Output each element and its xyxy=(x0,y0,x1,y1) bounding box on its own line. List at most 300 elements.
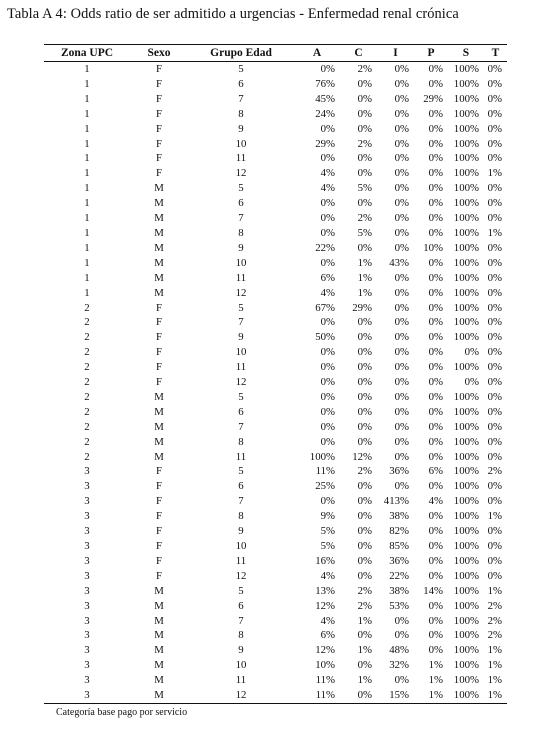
cell-a: 13% xyxy=(315,584,335,597)
cell-sexo: F xyxy=(155,77,162,90)
cell-a: 4% xyxy=(320,614,335,627)
cell-i: 82% xyxy=(389,525,409,538)
cell-sexo: F xyxy=(155,495,162,508)
table-row xyxy=(44,375,507,390)
table-row xyxy=(44,614,507,629)
cell-a: 67% xyxy=(315,301,335,314)
cell-zona-upc: 1 xyxy=(84,107,90,120)
cell-zona-upc: 1 xyxy=(84,152,90,165)
cell-zona-upc: 2 xyxy=(84,450,90,463)
cell-c: 2% xyxy=(357,599,372,612)
cell-p: 0% xyxy=(428,77,443,90)
cell-sexo: M xyxy=(154,197,164,210)
cell-c: 0% xyxy=(357,346,372,359)
cell-c: 0% xyxy=(357,390,372,403)
cell-zona-upc: 2 xyxy=(84,361,90,374)
cell-grupo-edad: 8 xyxy=(238,226,244,239)
cell-t: 0% xyxy=(487,137,502,150)
cell-c: 2% xyxy=(357,137,372,150)
cell-s: 100% xyxy=(453,301,479,314)
cell-p: 0% xyxy=(428,480,443,493)
cell-p: 0% xyxy=(428,435,443,448)
cell-zona-upc: 3 xyxy=(84,540,90,552)
cell-c: 29% xyxy=(352,301,372,314)
cell-i: 0% xyxy=(394,346,409,359)
cell-s: 100% xyxy=(453,599,479,612)
table-row xyxy=(44,211,507,226)
cell-c: 0% xyxy=(357,152,372,165)
cell-p: 0% xyxy=(428,525,443,538)
cell-zona-upc: 3 xyxy=(84,674,90,687)
cell-sexo: M xyxy=(154,286,164,299)
cell-zona-upc: 1 xyxy=(84,256,90,269)
cell-i: 0% xyxy=(394,376,409,389)
cell-s: 100% xyxy=(453,659,479,672)
cell-t: 0% xyxy=(487,256,502,269)
cell-c: 0% xyxy=(357,629,372,642)
cell-a: 0% xyxy=(320,197,335,210)
cell-p: 0% xyxy=(428,316,443,329)
cell-i: 0% xyxy=(394,405,409,418)
cell-zona-upc: 1 xyxy=(84,77,90,90)
cell-s: 100% xyxy=(453,450,479,463)
cell-p: 0% xyxy=(428,614,443,627)
cell-t: 1% xyxy=(487,584,502,597)
cell-i: 0% xyxy=(394,271,409,284)
cell-i: 0% xyxy=(394,122,409,135)
cell-sexo: M xyxy=(154,435,164,448)
cell-a: 0% xyxy=(320,435,335,448)
cell-zona-upc: 1 xyxy=(84,92,90,105)
table-row xyxy=(44,77,507,92)
cell-s: 100% xyxy=(453,435,479,448)
cell-a: 0% xyxy=(320,376,335,389)
cell-a: 10% xyxy=(315,659,335,672)
cell-p: 0% xyxy=(428,510,443,523)
cell-a: 9% xyxy=(320,510,335,523)
cell-s: 100% xyxy=(453,584,479,597)
cell-i: 43% xyxy=(389,256,409,269)
table-row xyxy=(44,420,507,435)
cell-a: 0% xyxy=(320,122,335,135)
cell-p: 0% xyxy=(428,226,443,239)
cell-t: 1% xyxy=(487,167,502,180)
cell-zona-upc: 2 xyxy=(84,316,90,329)
cell-grupo-edad: 8 xyxy=(238,107,244,120)
cell-t: 0% xyxy=(487,376,502,389)
cell-t: 1% xyxy=(487,659,502,672)
cell-a: 4% xyxy=(320,182,335,195)
cell-i: 0% xyxy=(394,435,409,448)
odds-ratio-table xyxy=(44,44,507,704)
cell-sexo: M xyxy=(154,659,164,672)
cell-c: 1% xyxy=(357,674,372,687)
cell-s: 100% xyxy=(453,107,479,120)
table-row xyxy=(44,107,507,122)
cell-t: 0% xyxy=(487,420,502,433)
cell-s: 100% xyxy=(453,390,479,403)
cell-i: 53% xyxy=(389,599,409,612)
cell-t: 0% xyxy=(487,77,502,90)
cell-sexo: F xyxy=(155,301,162,314)
cell-p: 1% xyxy=(428,674,443,687)
cell-i: 0% xyxy=(394,92,409,105)
cell-grupo-edad: 11 xyxy=(235,271,247,284)
cell-t: 2% xyxy=(487,599,502,612)
cell-sexo: M xyxy=(154,450,164,463)
cell-c: 2% xyxy=(357,465,372,478)
table-row xyxy=(44,539,507,554)
cell-grupo-edad: 9 xyxy=(238,122,244,135)
cell-t: 0% xyxy=(487,480,502,493)
cell-zona-upc: 3 xyxy=(84,569,90,582)
cell-sexo: F xyxy=(155,316,162,329)
table-caption: Tabla A 4: Odds ratio de ser admitido a urgencias - Enfermedad renal crónica xyxy=(7,6,459,22)
cell-i: 0% xyxy=(394,286,409,299)
cell-t: 1% xyxy=(487,644,502,657)
cell-zona-upc: 3 xyxy=(84,599,90,612)
cell-t: 2% xyxy=(487,465,502,478)
cell-i: 0% xyxy=(394,420,409,433)
cell-i: 0% xyxy=(394,316,409,329)
cell-p: 0% xyxy=(428,331,443,344)
table-row xyxy=(44,315,507,330)
cell-i: 0% xyxy=(394,107,409,120)
cell-c: 0% xyxy=(357,331,372,344)
cell-i: 0% xyxy=(394,152,409,165)
cell-sexo: F xyxy=(155,346,162,359)
cell-grupo-edad: 12 xyxy=(235,569,247,582)
cell-s: 100% xyxy=(453,405,479,418)
cell-p: 0% xyxy=(428,286,443,299)
cell-s: 100% xyxy=(453,614,479,627)
cell-c: 0% xyxy=(357,495,372,508)
cell-grupo-edad: 5 xyxy=(238,182,244,195)
cell-p: 0% xyxy=(428,256,443,269)
cell-zona-upc: 1 xyxy=(84,182,90,195)
table-header xyxy=(44,45,507,62)
cell-c: 5% xyxy=(357,182,372,195)
cell-i: 0% xyxy=(394,241,409,254)
cell-a: 24% xyxy=(315,107,335,120)
cell-p: 0% xyxy=(428,644,443,657)
cell-c: 0% xyxy=(357,525,372,538)
cell-t: 0% xyxy=(487,241,502,254)
col-header-t: T xyxy=(491,47,500,59)
cell-p: 29% xyxy=(423,92,443,105)
cell-i: 0% xyxy=(394,450,409,463)
cell-a: 5% xyxy=(320,540,335,552)
cell-grupo-edad: 6 xyxy=(238,405,244,418)
cell-sexo: M xyxy=(154,405,164,418)
cell-t: 0% xyxy=(487,107,502,120)
cell-s: 0% xyxy=(464,376,479,389)
cell-grupo-edad: 8 xyxy=(238,435,244,448)
cell-zona-upc: 3 xyxy=(84,510,90,523)
cell-zona-upc: 1 xyxy=(84,212,90,225)
cell-sexo: M xyxy=(154,674,164,687)
cell-s: 100% xyxy=(453,226,479,239)
cell-t: 0% xyxy=(487,525,502,538)
table-row xyxy=(44,628,507,643)
col-header-s: S xyxy=(462,47,470,59)
cell-sexo: M xyxy=(154,599,164,612)
cell-grupo-edad: 5 xyxy=(238,63,244,75)
cell-i: 0% xyxy=(394,629,409,642)
cell-t: 0% xyxy=(487,435,502,448)
cell-zona-upc: 3 xyxy=(84,465,90,478)
cell-zona-upc: 1 xyxy=(84,271,90,284)
table-row xyxy=(44,137,507,152)
cell-i: 22% xyxy=(389,569,409,582)
cell-a: 12% xyxy=(315,599,335,612)
cell-zona-upc: 1 xyxy=(84,286,90,299)
cell-t: 0% xyxy=(487,495,502,508)
cell-sexo: M xyxy=(154,241,164,254)
cell-s: 0% xyxy=(464,346,479,359)
cell-sexo: F xyxy=(155,465,162,478)
cell-grupo-edad: 7 xyxy=(238,614,244,627)
cell-i: 0% xyxy=(394,390,409,403)
cell-a: 11% xyxy=(315,689,335,702)
table-row xyxy=(44,494,507,509)
cell-grupo-edad: 5 xyxy=(238,465,244,478)
cell-grupo-edad: 6 xyxy=(238,197,244,210)
table-row xyxy=(44,599,507,614)
cell-p: 4% xyxy=(428,495,443,508)
cell-c: 0% xyxy=(357,689,372,702)
cell-sexo: F xyxy=(155,540,162,552)
cell-grupo-edad: 9 xyxy=(238,331,244,344)
cell-a: 100% xyxy=(309,450,335,463)
cell-s: 100% xyxy=(453,63,479,75)
cell-t: 1% xyxy=(487,689,502,702)
cell-s: 100% xyxy=(453,197,479,210)
cell-i: 36% xyxy=(389,465,409,478)
cell-p: 0% xyxy=(428,152,443,165)
cell-grupo-edad: 11 xyxy=(235,554,247,567)
cell-t: 0% xyxy=(487,450,502,463)
cell-t: 0% xyxy=(487,212,502,225)
cell-zona-upc: 1 xyxy=(84,167,90,180)
cell-c: 2% xyxy=(357,584,372,597)
cell-s: 100% xyxy=(453,182,479,195)
cell-s: 100% xyxy=(453,510,479,523)
cell-grupo-edad: 9 xyxy=(238,644,244,657)
cell-i: 15% xyxy=(389,689,409,702)
cell-s: 100% xyxy=(453,212,479,225)
cell-a: 6% xyxy=(320,629,335,642)
cell-grupo-edad: 11 xyxy=(235,450,247,463)
cell-a: 6% xyxy=(320,271,335,284)
table-row xyxy=(44,271,507,286)
cell-sexo: F xyxy=(155,361,162,374)
cell-zona-upc: 1 xyxy=(84,137,90,150)
cell-a: 0% xyxy=(320,405,335,418)
cell-p: 0% xyxy=(428,405,443,418)
cell-i: 48% xyxy=(389,644,409,657)
cell-s: 100% xyxy=(453,77,479,90)
cell-c: 1% xyxy=(357,286,372,299)
cell-t: 0% xyxy=(487,301,502,314)
cell-i: 0% xyxy=(394,137,409,150)
cell-t: 0% xyxy=(487,286,502,299)
cell-a: 5% xyxy=(320,525,335,538)
cell-c: 1% xyxy=(357,614,372,627)
cell-a: 11% xyxy=(315,465,335,478)
cell-zona-upc: 1 xyxy=(84,226,90,239)
cell-a: 22% xyxy=(315,241,335,254)
cell-sexo: F xyxy=(155,63,162,75)
cell-sexo: M xyxy=(154,420,164,433)
cell-c: 2% xyxy=(357,63,372,75)
header-row xyxy=(44,45,507,62)
cell-sexo: F xyxy=(155,554,162,567)
cell-sexo: F xyxy=(155,152,162,165)
cell-t: 1% xyxy=(487,674,502,687)
cell-p: 1% xyxy=(428,659,443,672)
table-row xyxy=(44,569,507,584)
cell-p: 0% xyxy=(428,137,443,150)
cell-s: 100% xyxy=(453,331,479,344)
cell-c: 0% xyxy=(357,92,372,105)
cell-a: 4% xyxy=(320,167,335,180)
cell-a: 16% xyxy=(315,554,335,567)
cell-t: 0% xyxy=(487,182,502,195)
cell-zona-upc: 3 xyxy=(84,554,90,567)
cell-c: 0% xyxy=(357,122,372,135)
cell-a: 0% xyxy=(320,212,335,225)
cell-a: 0% xyxy=(320,226,335,239)
cell-zona-upc: 1 xyxy=(84,241,90,254)
cell-p: 0% xyxy=(428,540,443,552)
cell-p: 0% xyxy=(428,390,443,403)
table-row xyxy=(44,196,507,211)
cell-p: 6% xyxy=(428,465,443,478)
cell-s: 100% xyxy=(453,92,479,105)
table-row xyxy=(44,151,507,166)
table-row xyxy=(44,524,507,539)
table-row xyxy=(44,360,507,375)
cell-sexo: M xyxy=(154,584,164,597)
cell-zona-upc: 2 xyxy=(84,435,90,448)
cell-grupo-edad: 12 xyxy=(235,689,247,702)
cell-sexo: M xyxy=(154,226,164,239)
cell-c: 0% xyxy=(357,659,372,672)
cell-zona-upc: 2 xyxy=(84,346,90,359)
cell-grupo-edad: 10 xyxy=(235,256,247,269)
cell-c: 0% xyxy=(357,197,372,210)
cell-grupo-edad: 5 xyxy=(238,584,244,597)
cell-s: 100% xyxy=(453,137,479,150)
table-row xyxy=(44,256,507,271)
cell-grupo-edad: 8 xyxy=(238,510,244,523)
col-header-zona-upc: Zona UPC xyxy=(60,47,114,59)
cell-sexo: M xyxy=(154,212,164,225)
cell-i: 0% xyxy=(394,614,409,627)
cell-zona-upc: 3 xyxy=(84,614,90,627)
cell-t: 0% xyxy=(487,197,502,210)
cell-p: 1% xyxy=(428,689,443,702)
cell-a: 45% xyxy=(315,92,335,105)
cell-i: 0% xyxy=(394,77,409,90)
cell-c: 1% xyxy=(357,271,372,284)
cell-grupo-edad: 6 xyxy=(238,599,244,612)
table-row xyxy=(44,688,507,703)
cell-c: 12% xyxy=(352,450,372,463)
cell-sexo: M xyxy=(154,182,164,195)
cell-a: 4% xyxy=(320,569,335,582)
cell-c: 5% xyxy=(357,226,372,239)
cell-s: 100% xyxy=(453,689,479,702)
cell-sexo: F xyxy=(155,569,162,582)
cell-i: 0% xyxy=(394,167,409,180)
cell-s: 100% xyxy=(453,644,479,657)
table-row xyxy=(44,241,507,256)
table-row xyxy=(44,554,507,569)
cell-grupo-edad: 11 xyxy=(235,361,247,374)
cell-s: 100% xyxy=(453,167,479,180)
cell-s: 100% xyxy=(453,286,479,299)
cell-i: 0% xyxy=(394,212,409,225)
cell-p: 0% xyxy=(428,197,443,210)
cell-a: 0% xyxy=(320,420,335,433)
cell-c: 0% xyxy=(357,316,372,329)
table-row xyxy=(44,584,507,599)
cell-i: 0% xyxy=(394,63,409,75)
cell-grupo-edad: 11 xyxy=(235,152,247,165)
cell-i: 0% xyxy=(394,301,409,314)
cell-a: 0% xyxy=(320,63,335,75)
table-footnote: Categoría base pago por servicio xyxy=(56,707,188,718)
cell-s: 100% xyxy=(453,525,479,538)
table-body xyxy=(44,62,507,704)
cell-a: 11% xyxy=(315,674,335,687)
cell-c: 0% xyxy=(357,405,372,418)
cell-grupo-edad: 12 xyxy=(235,167,247,180)
cell-t: 0% xyxy=(487,122,502,135)
cell-c: 0% xyxy=(357,435,372,448)
table-row xyxy=(44,405,507,420)
cell-c: 0% xyxy=(357,107,372,120)
cell-p: 0% xyxy=(428,346,443,359)
cell-grupo-edad: 5 xyxy=(238,301,244,314)
cell-t: 0% xyxy=(487,331,502,344)
cell-grupo-edad: 11 xyxy=(235,674,247,687)
cell-i: 0% xyxy=(394,331,409,344)
cell-grupo-edad: 10 xyxy=(235,137,247,150)
col-header-a: A xyxy=(312,47,322,59)
col-header-grupo-edad: Grupo Edad xyxy=(210,47,272,59)
cell-i: 38% xyxy=(389,510,409,523)
cell-t: 0% xyxy=(487,405,502,418)
cell-a: 25% xyxy=(315,480,335,493)
cell-c: 0% xyxy=(357,167,372,180)
cell-grupo-edad: 7 xyxy=(238,316,244,329)
cell-t: 0% xyxy=(487,554,502,567)
cell-t: 2% xyxy=(487,629,502,642)
cell-t: 0% xyxy=(487,540,502,552)
cell-a: 0% xyxy=(320,495,335,508)
cell-zona-upc: 3 xyxy=(84,659,90,672)
col-header-c: C xyxy=(354,47,363,59)
cell-a: 0% xyxy=(320,256,335,269)
cell-p: 0% xyxy=(428,212,443,225)
cell-sexo: F xyxy=(155,167,162,180)
cell-t: 1% xyxy=(487,510,502,523)
cell-t: 1% xyxy=(487,226,502,239)
cell-zona-upc: 1 xyxy=(84,122,90,135)
